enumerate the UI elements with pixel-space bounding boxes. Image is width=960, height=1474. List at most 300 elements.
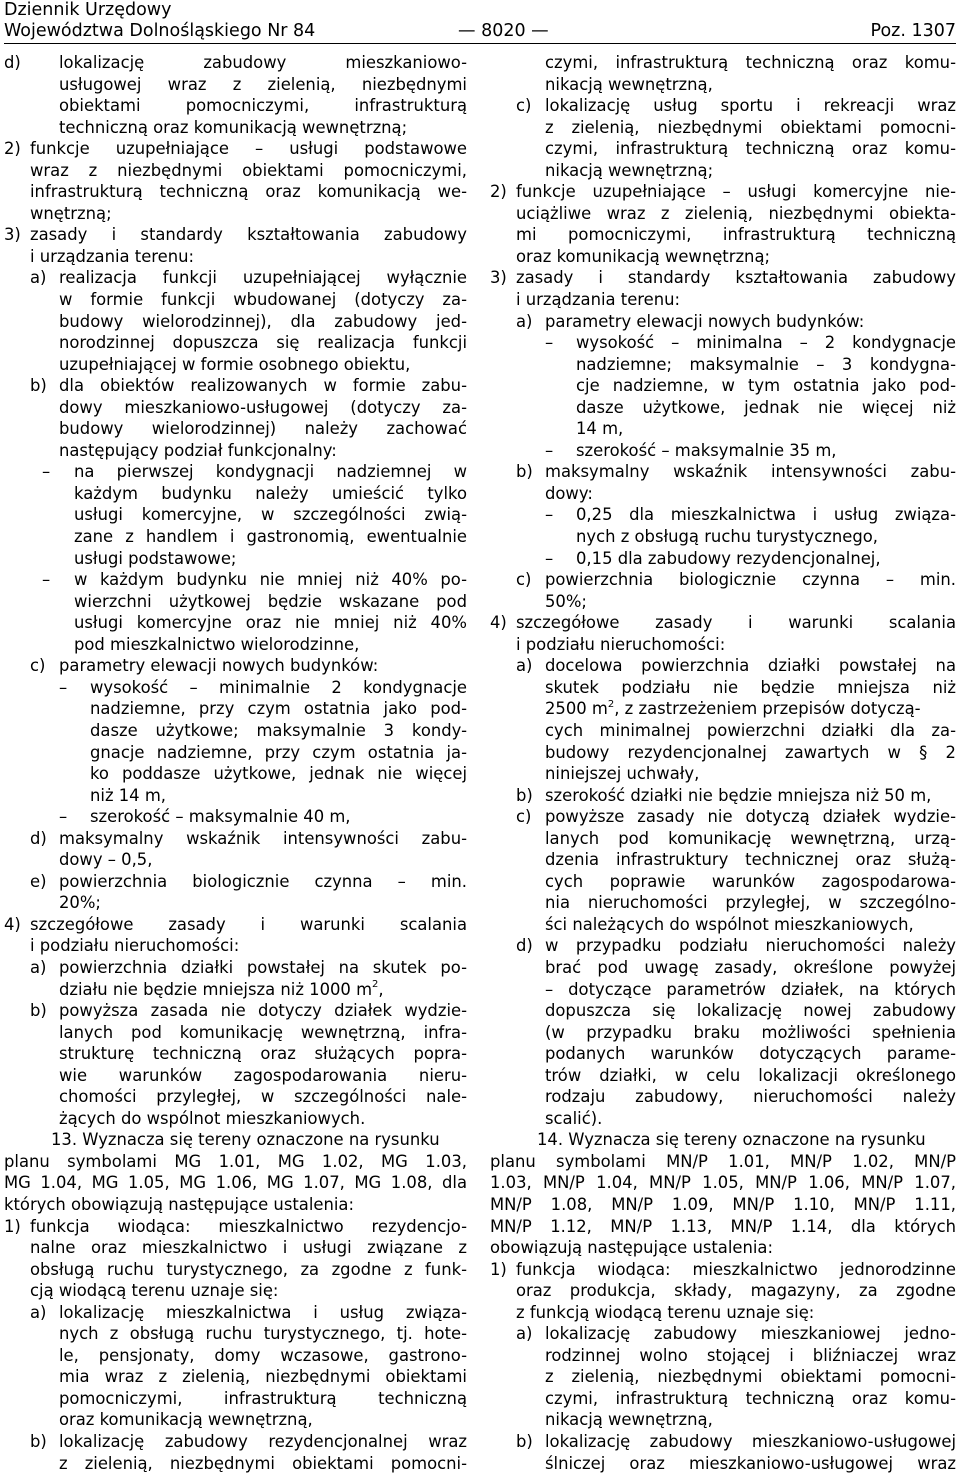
line-text [74, 548, 467, 570]
line-text-content: dasze użytkowe, jednak nie więcej niż [576, 397, 956, 417]
line-text-content: wysokość – minimalnie 2 kondygnacje [90, 677, 467, 697]
text-line [490, 418, 956, 440]
dash-bullet: – [545, 440, 554, 460]
line-text [59, 892, 467, 914]
line-text [576, 504, 956, 526]
line-text [59, 1431, 467, 1453]
text-line [490, 1065, 956, 1087]
line-text [90, 742, 467, 764]
line-text-content: usługowej wraz z zielenią, niezbędnymi [59, 74, 467, 94]
line-text-content: realizacja funkcji uzupełniającej wyłącznie [59, 268, 467, 288]
line-text-content: i urządzania terenu: [30, 246, 195, 266]
line-text-content: 13. Wyznacza się tereny oznaczone na rysunku [51, 1130, 440, 1150]
text-line [4, 1388, 467, 1410]
line-text [490, 1194, 956, 1216]
text-line [4, 957, 467, 979]
text-line [4, 1151, 467, 1173]
line-text [545, 698, 956, 720]
text-line [490, 871, 956, 893]
line-text [545, 1323, 956, 1345]
text-line [4, 1022, 467, 1044]
text-line [4, 95, 467, 117]
list-label: d) [4, 53, 21, 72]
line-text [59, 957, 467, 979]
list-label: d) [30, 828, 47, 848]
list-label: 1) [490, 1259, 507, 1279]
line-text [59, 1108, 467, 1130]
text-line [4, 785, 467, 807]
line-text-content: następujący podział funkcjonalny: [59, 440, 337, 460]
line-text-content: nikacją wewnętrzną, [545, 1410, 713, 1430]
line-text-content: lanych pod komunikację wewnętrzną, infra- [59, 1022, 467, 1042]
line-text-content: ślniczej oraz mieszkaniowo-usługowej wraz [545, 1453, 956, 1473]
line-text-content: budowy wielorodzinnej), dla zabudowy jed- [59, 311, 467, 331]
line-text-content: ko poddasze użytkowe, jednak nie więcej [90, 764, 467, 784]
line-text [90, 677, 467, 699]
line-text-content: 14 m, [576, 419, 624, 439]
text-line [4, 1323, 467, 1345]
text-line [4, 1065, 467, 1087]
line-text-content: rodzinnej wolno stojącej i bliźniaczej wraz [545, 1345, 956, 1365]
line-text [74, 526, 467, 548]
line-text [59, 1345, 467, 1367]
line-text-content: obowiązują następujące ustalenia: [490, 1238, 773, 1258]
line-text [59, 289, 467, 311]
line-text-content: usługi komercyjne oraz nie mniej niż 40% [74, 613, 467, 633]
text-line [490, 763, 956, 785]
line-text [59, 979, 467, 1001]
text-line [490, 483, 956, 505]
text-line [4, 203, 467, 225]
text-line [490, 267, 956, 289]
line-text-content: lanych pod komunikację wewnętrzną, urzą- [545, 828, 956, 848]
line-text [545, 95, 956, 117]
line-text [59, 1323, 467, 1345]
text-line [4, 1431, 467, 1453]
line-text-content: powyższa zasada nie dotyczy działek wydzie- [59, 1001, 467, 1021]
text-line [490, 375, 956, 397]
text-line [4, 634, 467, 656]
line-text [576, 354, 956, 376]
line-text [545, 677, 956, 699]
text-line [4, 181, 467, 203]
line-text-content: na pierwszej kondygnacji nadziemnej w [74, 462, 467, 482]
line-text-content: nikacją wewnętrzną; [545, 160, 714, 180]
line-text [516, 203, 956, 225]
line-text [516, 246, 956, 268]
line-text [545, 461, 956, 483]
list-label: b) [30, 1432, 47, 1451]
line-text-content: lokalizację zabudowy mieszkaniowej jedno- [545, 1324, 956, 1344]
line-text-content: maksymalny wskaźnik intensywności zabu- [545, 462, 956, 482]
list-label: e) [30, 871, 47, 891]
line-text-content: z zielenią, niezbędnymi obiektami pomocni- [545, 117, 956, 137]
line-text [545, 1388, 956, 1410]
line-text-content: oraz produkcja, składy, magazyny, za zgodne [516, 1281, 956, 1301]
text-line [4, 1129, 467, 1151]
list-label: a) [516, 656, 533, 676]
line-text-content: dopuszcza się lokalizację nowej zabudowy [545, 1001, 956, 1021]
line-text-content: (w przypadku braku możliwości spełnienia [545, 1022, 956, 1042]
line-text-content: w każdym budynku nie mniej niż 40% po- [74, 570, 467, 590]
line-text [30, 224, 467, 246]
line-text-content: 0,15 dla zabudowy rezydencjonalnej, [576, 548, 881, 568]
line-text-content: planu symbolami MN/P 1.01, MN/P 1.02, MN/P [490, 1151, 956, 1171]
text-line [490, 548, 956, 570]
line-text [516, 612, 956, 634]
line-text-content: docelowa powierzchnia działki powstałej na [545, 656, 956, 676]
line-text [30, 160, 467, 182]
line-text [537, 1129, 956, 1151]
text-line [490, 1453, 956, 1474]
line-text-content: z funkcją wiodącą terenu uznaje się: [516, 1302, 815, 1322]
line-text [516, 1259, 956, 1281]
text-line [4, 1259, 467, 1281]
right-column [490, 52, 956, 1474]
line-text-content: nikacją wewnętrzną, [545, 74, 713, 94]
line-text-content: cją wiodącą terenu uznaje się: [30, 1281, 279, 1301]
line-text [30, 1280, 467, 1302]
text-line [490, 1043, 956, 1065]
list-label: d) [516, 936, 533, 956]
text-line [490, 1108, 956, 1130]
line-text [59, 828, 467, 850]
line-text [545, 1086, 956, 1108]
line-text-content: wraz z niezbędnymi obiektami pomocniczymi, [30, 160, 467, 180]
line-text [545, 1431, 956, 1453]
list-label: b) [516, 1432, 533, 1451]
text-line [490, 52, 956, 74]
text-line [4, 74, 467, 96]
line-text [545, 74, 956, 96]
line-text-content: uciążliwe wraz z zielenią, niezbędnymi obiekta- [516, 203, 956, 223]
line-text-content: parametry elewacji nowych budynków: [59, 656, 379, 676]
line-text-content: maksymalny wskaźnik intensywności zabu- [59, 828, 467, 848]
line-text [59, 311, 467, 333]
line-text-content: – dotyczące parametrów działek, na których [545, 979, 956, 999]
text-line [490, 526, 956, 548]
text-line [490, 806, 956, 828]
text-line [4, 289, 467, 311]
list-label: a) [516, 1324, 533, 1344]
list-label: c) [516, 96, 532, 116]
text-line [4, 1172, 467, 1194]
list-label: b) [30, 376, 47, 396]
line-text [74, 634, 467, 656]
text-line [4, 742, 467, 764]
list-label: a) [30, 268, 47, 288]
line-text-content: wnętrzną; [30, 203, 112, 223]
text-line [490, 1388, 956, 1410]
text-line [4, 914, 467, 936]
list-label: 2) [490, 182, 507, 202]
line-text-content: 50%; [545, 591, 587, 611]
text-line [490, 828, 956, 850]
line-text [59, 354, 467, 376]
line-text [545, 52, 956, 74]
text-line [4, 1216, 467, 1238]
line-text-content: funkcje uzupełniające – usługi podstawowe [30, 139, 467, 159]
text-line [4, 440, 467, 462]
text-line [490, 117, 956, 139]
text-line [490, 1431, 956, 1453]
line-text [4, 1194, 467, 1216]
line-text-content: niż 14 m, [90, 785, 166, 805]
line-text-content: rodzaju zabudowy, nieruchomości należy [545, 1087, 956, 1107]
line-text [30, 1259, 467, 1281]
line-text [545, 892, 956, 914]
line-text [490, 1216, 956, 1238]
line-text [59, 332, 467, 354]
line-text-content: MN/P 1.08, MN/P 1.09, MN/P 1.10, MN/P 1.11, [490, 1194, 956, 1214]
line-text-content: z zielenią, niezbędnymi obiektami pomocni- [545, 1367, 956, 1387]
line-text-content: budowy rezydencjonalnej zawartych w § 2 [545, 742, 956, 762]
line-text [516, 181, 956, 203]
text-line [4, 806, 467, 828]
line-text-content: usługi podstawowe; [74, 548, 237, 568]
line-text [545, 763, 956, 785]
line-text [74, 461, 467, 483]
line-text [545, 1453, 956, 1474]
line-text [545, 160, 956, 182]
journal-title: Dziennik Urzędowy [4, 0, 172, 20]
text-line [4, 763, 467, 785]
text-line [4, 1043, 467, 1065]
text-line [4, 311, 467, 333]
line-text [545, 914, 956, 936]
line-text-content: niniejszej uchwały, [545, 764, 700, 784]
line-text-content: czymi, infrastrukturą techniczną oraz komu- [545, 53, 956, 72]
line-text [30, 203, 467, 225]
line-text [576, 375, 956, 397]
text-line [4, 612, 467, 634]
header-rule [4, 43, 956, 44]
line-text [545, 1065, 956, 1087]
line-text-content: dowy mieszkaniowo-usługowej (dotyczy za- [59, 397, 467, 417]
line-text-tail: , [378, 979, 384, 999]
line-text [59, 1022, 467, 1044]
text-line [4, 892, 467, 914]
text-line [490, 957, 956, 979]
line-text [490, 1151, 956, 1173]
line-text [59, 1366, 467, 1388]
text-line [4, 1108, 467, 1130]
line-text [4, 1151, 467, 1173]
line-text [545, 935, 956, 957]
line-text [59, 1000, 467, 1022]
line-text-content: funkcja wiodąca: mieszkalnictwo jednorodzinne [516, 1259, 956, 1279]
line-text-content: powierzchnia biologicznie czynna – min. [59, 871, 467, 891]
line-text [59, 1453, 467, 1474]
line-text-content: gnacje nadziemne, przy czym ostatnia ja- [90, 742, 467, 762]
line-text-content: szerokość – maksymalnie 40 m, [90, 807, 351, 827]
page-header [4, 0, 956, 46]
text-line [4, 160, 467, 182]
line-text-content: infrastrukturą techniczną oraz komunikacją we- [30, 182, 467, 202]
line-text [59, 52, 467, 74]
text-line [490, 698, 956, 720]
line-text [545, 1409, 956, 1431]
text-line [4, 397, 467, 419]
line-text [545, 828, 956, 850]
text-line [490, 914, 956, 936]
journal-region: Województwa Dolnośląskiego Nr 84 [4, 21, 316, 41]
text-line [490, 461, 956, 483]
line-text-content: lokalizację usług sportu i rekreacji wraz [545, 96, 956, 116]
dash-bullet: – [59, 807, 68, 827]
line-text [59, 1302, 467, 1324]
line-text [545, 849, 956, 871]
line-text-content: 20%; [59, 893, 101, 913]
line-text [59, 267, 467, 289]
line-text-content: zasady i standardy kształtowania zabudowy [30, 225, 467, 245]
line-text-content: 0,25 dla mieszkalnictwa i usług związa- [576, 505, 956, 525]
text-line [490, 979, 956, 1001]
line-text-content: dasze użytkowe; maksymalnie 3 kondy- [90, 720, 467, 740]
text-line [490, 1172, 956, 1194]
line-text-content: obsługą ruchu turystycznego, za zgodne z funk- [30, 1259, 467, 1279]
text-line [490, 1237, 956, 1259]
line-text-content: dla obiektów realizowanych w formie zabu- [59, 376, 467, 396]
line-text [59, 1086, 467, 1108]
line-text-tail: , z zastrzeżeniem przepisów dotyczą- [614, 699, 921, 719]
line-text-content: działu nie będzie mniejsza niż 1000 m [59, 979, 373, 999]
line-text-content: trów działki, w celu lokalizacji określonego [545, 1065, 956, 1085]
text-line [490, 569, 956, 591]
dash-bullet: – [42, 570, 51, 590]
text-line [490, 1345, 956, 1367]
line-text-content: lokalizację mieszkalnictwa i usług związa- [59, 1302, 467, 1322]
line-text [545, 742, 956, 764]
line-text [545, 720, 956, 742]
line-text-content: norodzinnej dopuszcza się realizacja funkcji [59, 333, 467, 353]
text-line [490, 440, 956, 462]
line-text [576, 418, 956, 440]
list-label: b) [516, 785, 533, 805]
text-line [4, 504, 467, 526]
left-column [4, 52, 467, 1474]
list-label: a) [30, 957, 47, 977]
list-label: 4) [490, 613, 507, 633]
line-text-content: skutek podziału nie będzie mniejsza niż [545, 677, 956, 697]
line-text [90, 763, 467, 785]
line-text [4, 1172, 467, 1194]
text-line [4, 354, 467, 376]
text-line [4, 698, 467, 720]
text-line [490, 332, 956, 354]
line-text [545, 1043, 956, 1065]
dash-bullet: – [545, 548, 554, 568]
line-text-content: dowy – 0,5, [59, 850, 153, 870]
line-text-content: wierzchni użytkowej będzie wskazane pod [74, 591, 467, 611]
line-text [59, 1043, 467, 1065]
line-text [59, 871, 467, 893]
line-text [51, 1129, 467, 1151]
text-line [4, 224, 467, 246]
text-line [490, 1366, 956, 1388]
line-text [516, 224, 956, 246]
text-line [490, 1000, 956, 1022]
line-text-content: z zielenią, niezbędnymi obiektami pomocni- [59, 1453, 467, 1473]
text-line [490, 181, 956, 203]
line-text-content: 14. Wyznacza się tereny oznaczone na rysunku [537, 1130, 926, 1150]
line-text-content: nych z obsługą ruchu turystycznego, [576, 527, 878, 547]
text-line [490, 677, 956, 699]
text-line [4, 1086, 467, 1108]
line-text [576, 440, 956, 462]
line-text [30, 246, 467, 268]
line-text [490, 1172, 956, 1194]
line-text-content: dowy: [545, 483, 593, 503]
text-line [4, 1453, 467, 1474]
list-label: 1) [4, 1216, 21, 1236]
line-text-content: lokalizację zabudowy rezydencjonalnej wraz [59, 1432, 467, 1451]
line-text [545, 1345, 956, 1367]
text-line [4, 461, 467, 483]
text-line [490, 224, 956, 246]
line-text [59, 1409, 467, 1431]
page-number: — 8020 — [458, 21, 549, 41]
text-line [4, 591, 467, 613]
text-line [4, 332, 467, 354]
line-text-content: w formie funkcji wbudowanej (dotyczy za- [59, 290, 467, 310]
list-label: 3) [4, 225, 21, 245]
line-text [545, 138, 956, 160]
line-text [59, 655, 467, 677]
line-text-content: szczegółowe zasady i warunki scalania [30, 914, 467, 934]
line-text-content: oraz komunikacją wewnętrzną; [516, 246, 771, 266]
line-text [516, 634, 956, 656]
text-line [490, 289, 956, 311]
line-text-content: cje nadziemne, w tym ostatnia jako pod- [576, 376, 956, 396]
line-text-content: scalić). [545, 1108, 603, 1128]
line-text [90, 785, 467, 807]
line-text [74, 591, 467, 613]
line-text-content: żących do wspólnot mieszkaniowych. [59, 1108, 366, 1128]
text-line [490, 655, 956, 677]
line-text-content: 1.03, MN/P 1.04, MN/P 1.05, MN/P 1.06, MN/P 1.07, [490, 1173, 956, 1193]
line-text [59, 95, 467, 117]
line-text [74, 504, 467, 526]
text-line [4, 1302, 467, 1324]
text-line [490, 591, 956, 613]
line-text [516, 267, 956, 289]
text-line [4, 117, 467, 139]
line-text [545, 1000, 956, 1022]
line-text-content: i podziału nieruchomości: [30, 936, 240, 956]
line-text-content: pod mieszkalnictwo wielorodzinne, [74, 634, 360, 654]
line-text [545, 569, 956, 591]
position-number: Poz. 1307 [870, 21, 956, 41]
line-text-content: szczegółowe zasady i warunki scalania [516, 613, 956, 633]
line-text [74, 569, 467, 591]
line-text-content: powierzchnia biologicznie czynna – min. [545, 570, 956, 590]
line-text-content: lokalizację zabudowy mieszkaniowo-usługowej [545, 1432, 956, 1451]
line-text [545, 311, 956, 333]
line-text [545, 117, 956, 139]
line-text-content: szerokość działki nie będzie mniejsza niż 50 m, [545, 785, 932, 805]
line-text [545, 957, 956, 979]
text-line [4, 246, 467, 268]
line-text-content: dzenia infrastruktury technicznej oraz służą- [545, 850, 956, 870]
line-text-content: obiektami pomocniczymi, infrastrukturą [59, 96, 467, 116]
text-line [490, 892, 956, 914]
line-text-content: powierzchnia działki powstałej na skutek po- [59, 957, 467, 977]
text-line [4, 849, 467, 871]
line-text-content: wysokość – minimalna – 2 kondygnacje [576, 333, 956, 353]
text-line [490, 1022, 956, 1044]
dash-bullet: – [545, 333, 554, 353]
